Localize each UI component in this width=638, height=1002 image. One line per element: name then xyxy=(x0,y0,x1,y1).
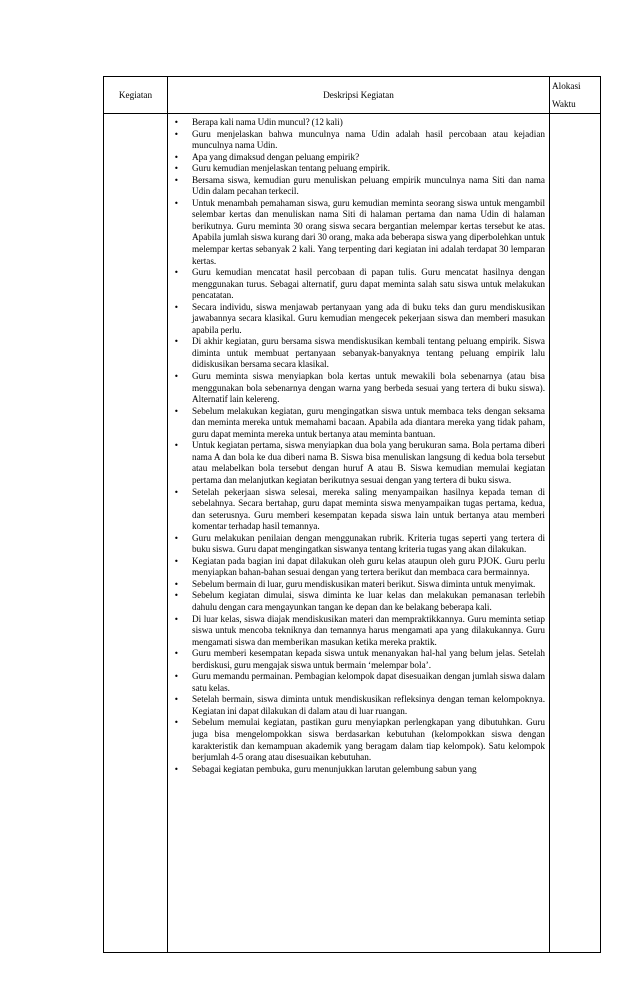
list-item: • Sebelum melakukan kegiatan, guru mengingatkan siswa untuk membaca teks dengan seksama dan meminta mereka untuk memahami bacaan. Apabila ada diantara mereka yang tidak paham, guru dapat meminta mereka untuk bertanya atau meminta bantuan. xyxy=(168,406,545,441)
description-bullet-list xyxy=(168,114,549,775)
list-item: • Di akhir kegiatan, guru bersama siswa mendiskusikan kembali tentang peluang empirik. Siswa diminta untuk membuat pertanyaan sebanyak-banyaknya tentang peluang empirik lalu didiskusikan bersama secara klasikal. xyxy=(168,336,545,371)
list-item: • Untuk kegiatan pertama, siswa menyiapkan dua bola yang berukuran sama. Bola pertama diberi nama A dan bola ke dua diberi nama B. Siswa bisa menuliskan langsung di kedua bola tersebut atau melabelkan bola tersebut dengan huruf A atau B. Siswa kemudian memulai kegiatan pertama dan melanjutkan kegiatan berikutnya sesuai dengan yang tertera di buku siswa. xyxy=(168,440,545,486)
lesson-activity-table xyxy=(103,76,601,953)
list-item: • Untuk menambah pemahaman siswa, guru kemudian meminta seorang siswa untuk mengambil selembar kertas dan menuliskan nama Siti di halaman pertama dan nama Udin di halaman berikutnya. Guru meminta 30 orang siswa secara bergantian melempar kertas tersebut ke atas. Apabila jumlah siswa kurang dari 30 orang, maka ada beberapa siswa yang diperbolehkan untuk melempar kertas sebanyak 2 kali. Yang terpenting dari kegiatan ini adalah terdapat 30 lemparan kertas. xyxy=(168,198,545,267)
activity-cell xyxy=(104,114,168,953)
time-allocation-cell xyxy=(550,114,601,953)
list-item: • Guru kemudian menjelaskan tentang peluang empirik. xyxy=(168,163,545,175)
header-time-line1: Alokasi xyxy=(552,81,581,91)
list-item: • Setelah pekerjaan siswa selesai, mereka saling menyampaikan hasilnya kepada teman di sebelahnya. Secara bertahap, guru dapat meminta siswa menyampaikan tugas pertama, kedua, dan seterusnya. Guru memberi kesempatan kepada siswa lain untuk bertanya atau memberi komentar terhadap hasil temannya. xyxy=(168,487,545,533)
list-item: • Guru menjelaskan bahwa munculnya nama Udin adalah hasil percobaan atau kejadian munculnya nama Udin. xyxy=(168,129,545,152)
header-activity: Kegiatan xyxy=(104,77,168,114)
table-body-row xyxy=(104,114,601,953)
header-description: Deskripsi Kegiatan xyxy=(168,77,550,114)
list-item: • Berapa kali nama Udin muncul? (12 kali) xyxy=(168,117,545,129)
description-cell xyxy=(168,114,550,953)
list-item: • Sebelum kegiatan dimulai, siswa diminta ke luar kelas dan melakukan pemanasan terlebih dahulu dengan cara mengayunkan tangan ke depan dan ke belakang beberapa kali. xyxy=(168,590,545,613)
list-item: • Guru memberi kesempatan kepada siswa untuk menanyakan hal-hal yang belum jelas. Setelah berdiskusi, guru mengajak siswa untuk bermain ‘melempar bola’. xyxy=(168,648,545,671)
header-time-line2: Waktu xyxy=(552,99,576,109)
list-item: • Apa yang dimaksud dengan peluang empirik? xyxy=(168,152,545,164)
list-item: • Sebelum bermain di luar, guru mendiskusikan materi berikut. Siswa diminta untuk menyimak. xyxy=(168,579,545,591)
table-header-row xyxy=(104,77,601,114)
list-item: • Kegiatan pada bagian ini dapat dilakukan oleh guru kelas ataupun oleh guru PJOK. Guru perlu menyiapkan bahan-bahan sesuai dengan yang tertera berikut dan membaca cara bermainnya. xyxy=(168,556,545,579)
list-item: • Sebagai kegiatan pembuka, guru menunjukkan larutan gelembung sabun yang xyxy=(168,764,545,776)
list-item: • Setelah bermain, siswa diminta untuk mendiskusikan refleksinya dengan teman kelompoknya. Kegiatan ini dapat dilakukan di dalam atau di luar ruangan. xyxy=(168,694,545,717)
list-item: • Guru meminta siswa menyiapkan bola kertas untuk mewakili bola sebenarnya (atau bisa menggunakan bola sebenarnya dengan warna yang berbeda sesuai yang tertera di buku siswa). Alternatif lain kelereng. xyxy=(168,371,545,406)
header-time-allocation xyxy=(550,77,601,114)
list-item: • Sebelum memulai kegiatan, pastikan guru menyiapkan perlengkapan yang dibutuhkan. Guru juga bisa mengelompokkan siswa berdasarkan kebutuhan (kelompokkan siswa dengan karakteristik dan kemampuan akademik yang beragam dalam tiap kelompok). Satu kelompok berjumlah 4-5 orang atau disesuaikan kebutuhan. xyxy=(168,717,545,763)
list-item: • Bersama siswa, kemudian guru menuliskan peluang empirik munculnya nama Siti dan nama Udin dalam pecahan terkecil. xyxy=(168,175,545,198)
list-item: • Secara individu, siswa menjawab pertanyaan yang ada di buku teks dan guru mendiskusikan jawabannya secara klasikal. Guru kemudian mengecek pekerjaan siswa dan memberi masukan apabila perlu. xyxy=(168,302,545,337)
list-item: • Guru melakukan penilaian dengan menggunakan rubrik. Kriteria tugas seperti yang tertera di buku siswa. Guru dapat mengingatkan siswanya tentang kriteria tugas yang akan dilakukan. xyxy=(168,533,545,556)
list-item: • Di luar kelas, siswa diajak mendiskusikan materi dan mempraktikkannya. Guru meminta setiap siswa untuk mencoba tekniknya dan temannya harus mengamati apa yang dilakukannya. Guru mengamati siswa dan memberikan masukan ketika mereka praktik. xyxy=(168,614,545,649)
list-item: • Guru memandu permainan. Pembagian kelompok dapat disesuaikan dengan jumlah siswa dalam satu kelas. xyxy=(168,671,545,694)
list-item: • Guru kemudian mencatat hasil percobaan di papan tulis. Guru mencatat hasilnya dengan menggunakan turus. Sebagai alternatif, guru dapat meminta salah satu siswa untuk melakukan pencatatan. xyxy=(168,267,545,302)
